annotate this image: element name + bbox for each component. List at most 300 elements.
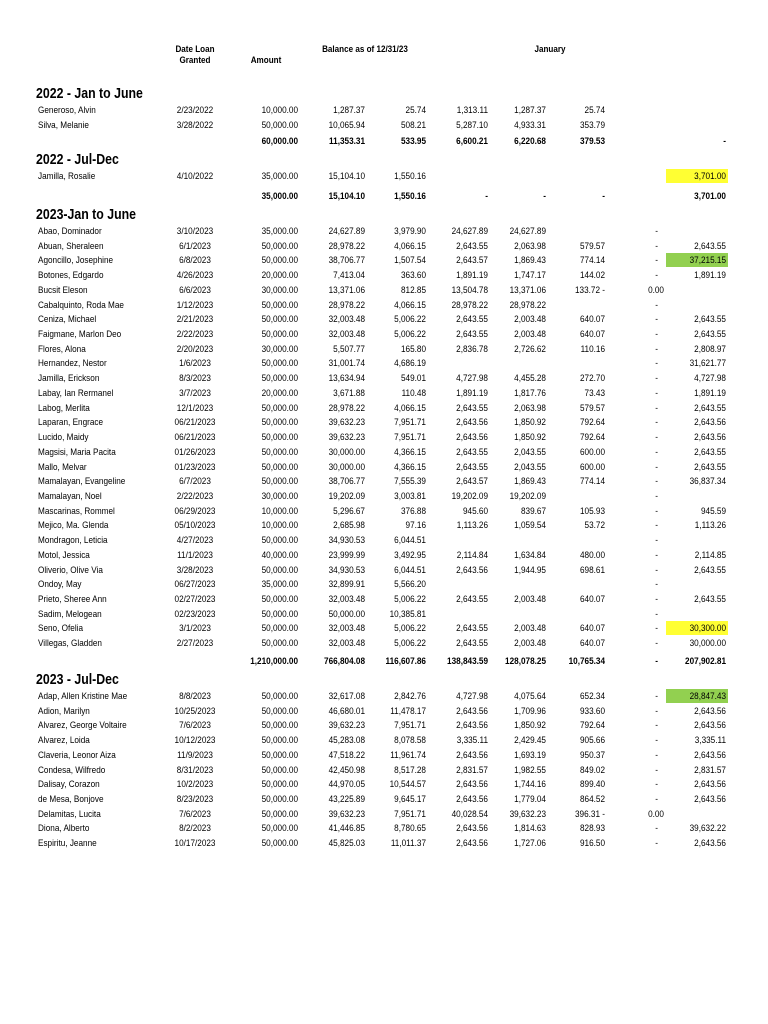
dash-mark: -	[655, 241, 658, 251]
borrower-name: Magsisi, Maria Pacita	[38, 447, 116, 457]
dash-mark: -	[655, 314, 658, 324]
dash-mark: -	[655, 447, 658, 457]
dash-mark: -	[655, 765, 658, 775]
jan-total: 1,891.19	[456, 270, 488, 280]
borrower-name: Prieto, Sheree Ann	[38, 594, 107, 604]
jan-principal: 2,429.45	[514, 735, 546, 745]
amount: 35,000.00	[261, 579, 298, 589]
payment-due: 945.59	[700, 506, 726, 516]
borrower-name: Jamilla, Rosalie	[38, 171, 96, 181]
payment-due: 1,891.19	[694, 388, 726, 398]
jan-principal: 2,043.55	[514, 462, 546, 472]
dash-mark: -	[655, 432, 658, 442]
jan-principal: 24,627.89	[509, 226, 546, 236]
date-granted: 4/10/2022	[176, 171, 214, 181]
jan-interest: 774.14	[579, 476, 605, 486]
balance-interest: 363.60	[400, 270, 426, 280]
date-granted: 7/6/2023	[179, 809, 211, 819]
balance-principal: 28,978.22	[328, 300, 365, 310]
dash-mark: -	[655, 565, 658, 575]
date-granted: 2/22/2023	[176, 329, 214, 339]
date-granted: 2/23/2022	[176, 105, 214, 115]
balance-principal: 44,970.05	[328, 779, 365, 789]
date-granted: 1/12/2023	[176, 300, 214, 310]
jan-principal: 1,727.06	[514, 838, 546, 848]
payment-due: 2,643.55	[694, 403, 726, 413]
header-granted: Granted	[179, 55, 211, 65]
payment-due: 2,643.55	[694, 329, 726, 339]
section-title: 2022 - Jul-Dec	[36, 152, 119, 168]
jan-total: 2,114.84	[456, 550, 488, 560]
payment-due: 2,643.56	[694, 432, 726, 442]
payment-due: 2,643.55	[694, 462, 726, 472]
jan-interest: 105.93	[579, 506, 605, 516]
amount: 50,000.00	[261, 823, 298, 833]
borrower-name: Ondoy, May	[38, 579, 82, 589]
borrower-name: Flores, Alona	[38, 344, 86, 354]
jan-interest: 905.66	[579, 735, 605, 745]
total-jan-interest: 379.53	[579, 136, 605, 146]
date-granted: 7/6/2023	[179, 720, 211, 730]
balance-principal: 30,000.00	[328, 447, 365, 457]
amount: 50,000.00	[261, 735, 298, 745]
dash-mark: -	[655, 506, 658, 516]
jan-total: 2,643.55	[456, 638, 488, 648]
jan-total: 28,978.22	[451, 300, 488, 310]
dash-mark: -	[655, 520, 658, 530]
header-balance: Balance as of 12/31/23	[322, 44, 408, 54]
total-balance-principal: 15,104.10	[328, 191, 365, 201]
jan-total: 2,643.56	[456, 794, 488, 804]
total-jan-principal: 6,220.68	[514, 136, 546, 146]
payment-due: 30,000.00	[689, 638, 726, 648]
payment-due: 2,643.55	[694, 565, 726, 575]
balance-principal: 47,518.22	[328, 750, 365, 760]
date-granted: 8/23/2023	[176, 794, 214, 804]
jan-principal: 1,747.17	[514, 270, 546, 280]
jan-interest: 53.72	[584, 520, 605, 530]
balance-interest: 3,979.90	[394, 226, 426, 236]
date-granted: 10/2/2023	[176, 779, 214, 789]
balance-interest: 4,366.15	[394, 462, 426, 472]
jan-interest: 640.07	[579, 638, 605, 648]
jan-total: 2,643.56	[456, 417, 488, 427]
jan-total: 2,643.56	[456, 432, 488, 442]
jan-interest: 579.57	[579, 403, 605, 413]
balance-interest: 5,006.22	[394, 638, 426, 648]
jan-principal: 1,850.92	[514, 720, 546, 730]
date-granted: 6/7/2023	[179, 476, 211, 486]
borrower-name: Espiritu, Jeanne	[38, 838, 97, 848]
jan-interest: 600.00	[579, 462, 605, 472]
borrower-name: Faigmane, Marlon Deo	[38, 329, 122, 339]
dash-mark: -	[655, 720, 658, 730]
borrower-name: Delamitas, Lucita	[38, 809, 101, 819]
jan-interest: 792.64	[579, 720, 605, 730]
jan-total: 1,113.26	[456, 520, 488, 530]
balance-principal: 39,632.23	[328, 432, 365, 442]
jan-principal: 1,287.37	[514, 105, 546, 115]
dash-mark: -	[655, 388, 658, 398]
jan-principal: 2,003.48	[514, 638, 546, 648]
total-jan-principal: 128,078.25	[505, 656, 546, 666]
zero-value: 0.00	[648, 809, 664, 819]
dash-mark: -	[655, 462, 658, 472]
balance-interest: 5,006.22	[394, 314, 426, 324]
dash-mark: -	[655, 226, 658, 236]
payment-due: 3,335.11	[694, 735, 726, 745]
jan-interest: 110.16	[580, 344, 605, 354]
borrower-name: Labay, Ian Rermanel	[38, 388, 114, 398]
jan-principal: 2,063.98	[514, 241, 546, 251]
balance-principal: 1,287.37	[333, 105, 365, 115]
jan-interest: 640.07	[579, 314, 605, 324]
amount: 50,000.00	[261, 447, 298, 457]
amount: 50,000.00	[261, 241, 298, 251]
jan-interest: 792.64	[579, 417, 605, 427]
amount: 50,000.00	[261, 691, 298, 701]
total-amount: 60,000.00	[261, 136, 298, 146]
jan-interest: 950.37	[579, 750, 605, 760]
amount: 20,000.00	[261, 388, 298, 398]
balance-interest: 10,544.57	[389, 779, 426, 789]
jan-total: 2,643.56	[456, 706, 488, 716]
borrower-name: Jamilla, Erickson	[38, 373, 100, 383]
jan-principal: 1,869.43	[514, 476, 546, 486]
balance-interest: 5,006.22	[394, 329, 426, 339]
borrower-name: Mondragon, Leticia	[38, 535, 108, 545]
dash-mark: -	[655, 476, 658, 486]
amount: 50,000.00	[261, 403, 298, 413]
jan-principal: 4,075.64	[514, 691, 546, 701]
date-granted: 3/10/2023	[176, 226, 214, 236]
jan-interest: 272.70	[579, 373, 605, 383]
borrower-name: de Mesa, Bonjove	[38, 794, 104, 804]
date-granted: 05/10/2023	[174, 520, 216, 530]
balance-principal: 39,632.23	[328, 417, 365, 427]
payment-due: 2,643.55	[694, 447, 726, 457]
balance-principal: 32,003.48	[328, 638, 365, 648]
payment-due: 37,215.15	[689, 255, 726, 265]
jan-interest: 640.07	[579, 329, 605, 339]
amount: 50,000.00	[261, 706, 298, 716]
total-jan-principal: -	[543, 191, 546, 201]
borrower-name: Hernandez, Nestor	[38, 358, 107, 368]
balance-interest: 7,951.71	[394, 809, 426, 819]
jan-interest: 579.57	[579, 241, 605, 251]
borrower-name: Seno, Ofelia	[38, 623, 84, 633]
total-balance-interest: 116,607.86	[385, 656, 426, 666]
date-granted: 8/8/2023	[179, 691, 211, 701]
dash-mark: -	[655, 417, 658, 427]
balance-principal: 32,003.48	[328, 329, 365, 339]
date-granted: 3/1/2023	[179, 623, 211, 633]
jan-principal: 2,043.55	[514, 447, 546, 457]
amount: 50,000.00	[261, 300, 298, 310]
jan-total: 2,643.55	[456, 594, 488, 604]
jan-interest: 864.52	[579, 794, 605, 804]
amount: 50,000.00	[261, 329, 298, 339]
balance-interest: 97.16	[405, 520, 426, 530]
balance-principal: 32,617.08	[328, 691, 365, 701]
dash-mark: -	[655, 329, 658, 339]
borrower-name: Alvarez, Loida	[38, 735, 90, 745]
date-granted: 6/8/2023	[179, 255, 211, 265]
balance-principal: 32,003.48	[328, 594, 365, 604]
balance-interest: 7,951.71	[394, 720, 426, 730]
date-granted: 8/31/2023	[176, 765, 214, 775]
jan-total: 4,727.98	[456, 691, 488, 701]
amount: 35,000.00	[261, 226, 298, 236]
dash-mark: -	[655, 823, 658, 833]
balance-interest: 6,044.51	[394, 535, 426, 545]
dash-mark: -	[655, 838, 658, 848]
date-granted: 4/26/2023	[176, 270, 214, 280]
balance-interest: 376.88	[400, 506, 426, 516]
balance-interest: 549.01	[400, 373, 426, 383]
balance-principal: 45,825.03	[328, 838, 365, 848]
jan-interest: 640.07	[579, 594, 605, 604]
balance-principal: 50,000.00	[328, 609, 365, 619]
jan-total: 2,643.55	[456, 403, 488, 413]
balance-principal: 32,003.48	[328, 623, 365, 633]
balance-principal: 13,634.94	[328, 373, 365, 383]
payment-due: 2,643.56	[694, 706, 726, 716]
total-payment-due: 3,701.00	[694, 191, 726, 201]
balance-principal: 2,685.98	[333, 520, 365, 530]
date-granted: 01/23/2023	[174, 462, 216, 472]
amount: 50,000.00	[261, 765, 298, 775]
date-granted: 8/3/2023	[179, 373, 211, 383]
jan-principal: 1,744.16	[514, 779, 546, 789]
jan-principal: 19,202.09	[509, 491, 546, 501]
date-granted: 3/28/2023	[176, 565, 214, 575]
balance-interest: 4,066.15	[394, 300, 426, 310]
amount: 50,000.00	[261, 794, 298, 804]
payment-due: 3,701.00	[694, 171, 726, 181]
amount: 50,000.00	[261, 720, 298, 730]
jan-interest: 25.74	[584, 105, 605, 115]
jan-total: 13,504.78	[451, 285, 488, 295]
payment-due: 2,643.55	[694, 314, 726, 324]
jan-total: 2,643.56	[456, 779, 488, 789]
payment-due: 2,643.55	[694, 241, 726, 251]
total-payment-due: -	[723, 136, 726, 146]
date-granted: 4/27/2023	[176, 535, 214, 545]
payment-due: 1,113.26	[694, 520, 726, 530]
borrower-name: Cabalquinto, Roda Mae	[38, 300, 124, 310]
balance-interest: 1,507.54	[394, 255, 426, 265]
dash-mark: -	[655, 550, 658, 560]
dash-mark: -	[655, 300, 658, 310]
balance-interest: 11,961.74	[390, 750, 426, 760]
jan-total: 1,313.11	[456, 105, 488, 115]
jan-total: 2,643.56	[456, 750, 488, 760]
amount: 50,000.00	[261, 809, 298, 819]
jan-total: 2,643.55	[456, 241, 488, 251]
date-granted: 3/28/2022	[176, 120, 214, 130]
borrower-name: Abao, Dominador	[38, 226, 102, 236]
jan-interest: 652.34	[579, 691, 605, 701]
dash-mark: -	[655, 270, 658, 280]
jan-principal: 13,371.06	[509, 285, 546, 295]
balance-principal: 45,283.08	[328, 735, 365, 745]
amount: 50,000.00	[261, 417, 298, 427]
payment-due: 2,643.56	[694, 838, 726, 848]
jan-interest: 916.50	[579, 838, 605, 848]
balance-principal: 3,671.88	[333, 388, 365, 398]
balance-principal: 32,899.91	[328, 579, 365, 589]
date-granted: 06/29/2023	[174, 506, 216, 516]
balance-interest: 4,066.15	[394, 241, 426, 251]
jan-principal: 2,003.48	[514, 623, 546, 633]
balance-principal: 42,450.98	[328, 765, 365, 775]
date-granted: 01/26/2023	[174, 447, 216, 457]
amount: 50,000.00	[261, 623, 298, 633]
borrower-name: Adap, Allen Kristine Mae	[38, 691, 128, 701]
balance-principal: 5,507.77	[333, 344, 365, 354]
jan-principal: 1,059.54	[514, 520, 546, 530]
date-granted: 02/23/2023	[174, 609, 216, 619]
amount: 30,000.00	[261, 285, 298, 295]
amount: 50,000.00	[261, 120, 298, 130]
jan-interest: 640.07	[579, 623, 605, 633]
date-granted: 12/1/2023	[176, 403, 214, 413]
date-granted: 11/9/2023	[177, 750, 213, 760]
amount: 10,000.00	[261, 105, 298, 115]
jan-principal: 1,693.19	[514, 750, 546, 760]
jan-principal: 2,003.48	[514, 314, 546, 324]
jan-total: 945.60	[462, 506, 488, 516]
total-balance-principal: 766,804.08	[324, 656, 365, 666]
amount: 50,000.00	[261, 358, 298, 368]
header-amount: Amount	[250, 55, 282, 65]
jan-interest: 133.72 -	[574, 285, 605, 295]
balance-interest: 8,078.58	[394, 735, 426, 745]
amount: 50,000.00	[261, 255, 298, 265]
section-title: 2022 - Jan to June	[36, 86, 143, 102]
balance-interest: 5,006.22	[394, 623, 426, 633]
payment-due: 36,837.34	[689, 476, 726, 486]
date-granted: 2/27/2023	[176, 638, 214, 648]
amount: 50,000.00	[261, 594, 298, 604]
header-date-loan: Date Loan	[175, 44, 215, 54]
borrower-name: Dalisay, Corazon	[38, 779, 100, 789]
amount: 50,000.00	[261, 565, 298, 575]
dash-mark: -	[655, 691, 658, 701]
jan-interest: 353.79	[579, 120, 605, 130]
date-granted: 2/22/2023	[176, 491, 214, 501]
balance-principal: 39,632.23	[328, 720, 365, 730]
payment-due: 2,114.85	[694, 550, 726, 560]
date-granted: 02/27/2023	[174, 594, 216, 604]
balance-principal: 30,000.00	[328, 462, 365, 472]
section-title: 2023-Jan to June	[36, 207, 137, 223]
jan-total: 2,643.56	[456, 720, 488, 730]
dash-mark: -	[655, 623, 658, 633]
balance-interest: 2,842.76	[394, 691, 426, 701]
jan-total: 2,643.55	[456, 462, 488, 472]
payment-due: 2,643.56	[694, 750, 726, 760]
jan-principal: 2,726.62	[514, 344, 546, 354]
balance-interest: 3,492.95	[394, 550, 426, 560]
date-granted: 06/21/2023	[174, 432, 216, 442]
jan-principal: 2,063.98	[514, 403, 546, 413]
dash-mark: -	[655, 750, 658, 760]
balance-interest: 4,366.15	[394, 447, 426, 457]
jan-principal: 1,709.96	[514, 706, 546, 716]
date-granted: 06/21/2023	[174, 417, 216, 427]
borrower-name: Agoncillo, Josephine	[38, 255, 114, 265]
date-granted: 3/7/2023	[179, 388, 211, 398]
dash-mark: -	[655, 706, 658, 716]
jan-principal: 1,869.43	[514, 255, 546, 265]
date-granted: 6/6/2023	[179, 285, 211, 295]
jan-principal: 28,978.22	[509, 300, 546, 310]
jan-interest: 600.00	[579, 447, 605, 457]
jan-interest: 899.40	[579, 779, 605, 789]
jan-principal: 4,455.28	[514, 373, 546, 383]
balance-interest: 5,006.22	[394, 594, 426, 604]
borrower-name: Botones, Edgardo	[38, 270, 104, 280]
jan-principal: 1,944.95	[514, 565, 546, 575]
borrower-name: Condesa, Wilfredo	[38, 765, 106, 775]
jan-total: 2,643.55	[456, 329, 488, 339]
payment-due: 31,621.77	[689, 358, 726, 368]
balance-interest: 508.21	[400, 120, 426, 130]
jan-principal: 1,850.92	[514, 417, 546, 427]
balance-principal: 32,003.48	[328, 314, 365, 324]
jan-total: 2,643.55	[456, 623, 488, 633]
dash-mark: -	[655, 403, 658, 413]
jan-principal: 1,779.04	[514, 794, 546, 804]
header-january: January	[534, 44, 566, 54]
jan-total: 2,643.56	[456, 565, 488, 575]
balance-interest: 3,003.81	[394, 491, 426, 501]
balance-principal: 41,446.85	[328, 823, 365, 833]
amount: 10,000.00	[261, 506, 298, 516]
balance-interest: 110.48	[401, 388, 426, 398]
amount: 50,000.00	[261, 462, 298, 472]
amount: 50,000.00	[261, 638, 298, 648]
borrower-name: Mamalayan, Noel	[38, 491, 102, 501]
jan-total: 4,727.98	[456, 373, 488, 383]
balance-principal: 39,632.23	[328, 809, 365, 819]
payment-due: 2,831.57	[694, 765, 726, 775]
balance-principal: 34,930.53	[328, 535, 365, 545]
jan-interest: 792.64	[579, 432, 605, 442]
balance-principal: 31,001.74	[328, 358, 365, 368]
balance-principal: 43,225.89	[328, 794, 365, 804]
balance-interest: 7,555.39	[394, 476, 426, 486]
total-jan-interest: -	[602, 191, 605, 201]
amount: 50,000.00	[261, 609, 298, 619]
dash-mark: -	[655, 735, 658, 745]
borrower-name: Sadim, Melogean	[38, 609, 102, 619]
balance-interest: 165.80	[400, 344, 426, 354]
jan-interest: 698.61	[579, 565, 605, 575]
amount: 50,000.00	[261, 476, 298, 486]
borrower-name: Adion, Marilyn	[38, 706, 90, 716]
dash-mark: -	[655, 594, 658, 604]
borrower-name: Motol, Jessica	[38, 550, 90, 560]
balance-interest: 10,385.81	[389, 609, 426, 619]
amount: 10,000.00	[261, 520, 298, 530]
date-granted: 2/20/2023	[176, 344, 214, 354]
amount: 30,000.00	[261, 344, 298, 354]
jan-principal: 839.67	[520, 506, 546, 516]
balance-interest: 4,686.19	[394, 358, 426, 368]
